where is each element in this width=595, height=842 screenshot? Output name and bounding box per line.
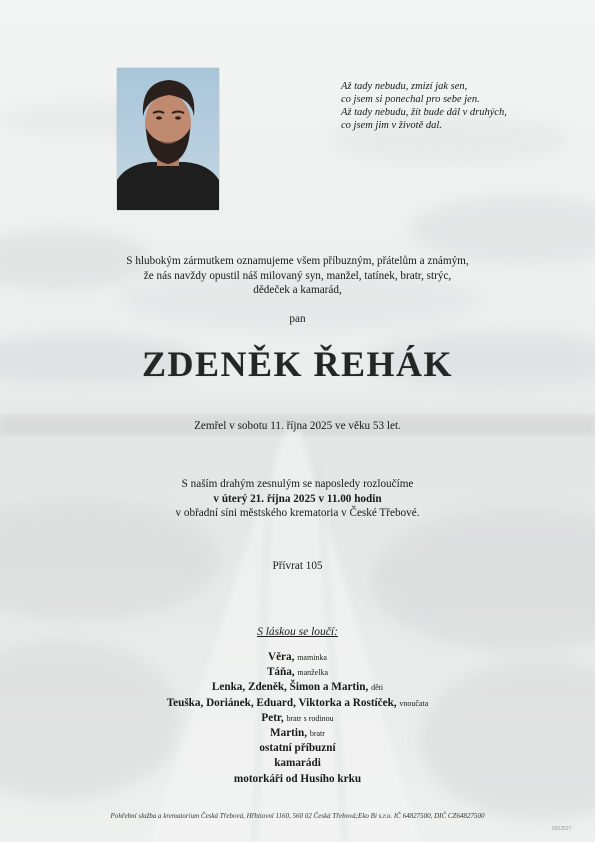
mourner-names: Petr, [261,711,284,724]
funeral-details [0,477,595,521]
mourner-names: Martin, [270,727,308,740]
announcement-line: dědeček a kamarád, [253,284,342,296]
mourner-names: Lenka, Zdeněk, Šimon a Martin, [211,681,369,694]
mourner-names: kamarádi [274,757,321,770]
poem-line: co jsem jim v životě dal. [341,120,442,131]
reference-number: 0252527 [552,826,572,832]
mourner-row [0,680,595,695]
poem-line: co jsem si ponechal pro sebe jen. [341,94,480,105]
mourner-row [0,665,595,680]
mourner-relation: maminka [297,653,327,662]
mourner-row [0,726,595,741]
announcement-text [0,254,595,298]
mourner-row [0,772,595,787]
mourner-row [0,650,595,665]
funeral-date: v úterý 21. října 2025 v 11.00 hodin [213,492,382,505]
mourners-list [0,650,595,787]
deceased-name: ZDENĚK ŘEHÁK [141,344,454,384]
honorific: pan [289,313,306,325]
funeral-service-footer: Pohřební služba a krematorium Česká Třebová, Hřbitovní 1160, 560 02 Česká Třebová;Eko Bi s.r.o. IČ 64827500, DIČ CZ64827500 [110,812,485,820]
announcement-line: že nás navždy opustil náš milovaný syn, manžel, tatínek, bratr, strýc, [143,269,452,282]
funeral-line: S naším drahým zesnulým se naposledy rozloučíme [181,478,414,490]
mourner-names: ostatní příbuzní [259,742,336,755]
mourner-row [0,756,595,771]
mourner-names: Teuška, Doriánek, Eduard, Viktorka a Rostíček, [166,696,397,709]
mourner-names: motorkáři od Husího krku [233,772,362,785]
memorial-poem [341,80,581,132]
funeral-venue: v obřadní síni městského krematoria v České Třebové. [175,507,420,519]
portrait-photo [117,68,219,210]
farewell-title: S láskou se loučí: [257,626,338,638]
mourner-relation: manželka [297,668,329,678]
death-notice: Zemřel v sobotu 11. října 2025 ve věku 53 let. [194,420,401,432]
mourner-row [0,711,595,726]
mourner-names: Táňa, [266,666,295,679]
mourner-row [0,741,595,756]
poem-line: Až tady nebudu, žít bude dál v druhých, [341,107,507,118]
mourner-relation: děti [371,683,384,693]
announcement-line: S hlubokým zármutkem oznamujeme všem příbuzným, přátelům a známým, [126,255,469,267]
mourner-names: Věra, [268,651,295,663]
mourner-relation: bratr [309,729,325,739]
mourner-relation: vnoučata [399,698,429,708]
address: Přívrat 105 [272,560,323,572]
mourner-relation: bratr s rodinou [286,713,334,723]
mourner-row [0,696,595,711]
poem-line: Až tady nebudu, zmizí jak sen, [341,81,468,92]
